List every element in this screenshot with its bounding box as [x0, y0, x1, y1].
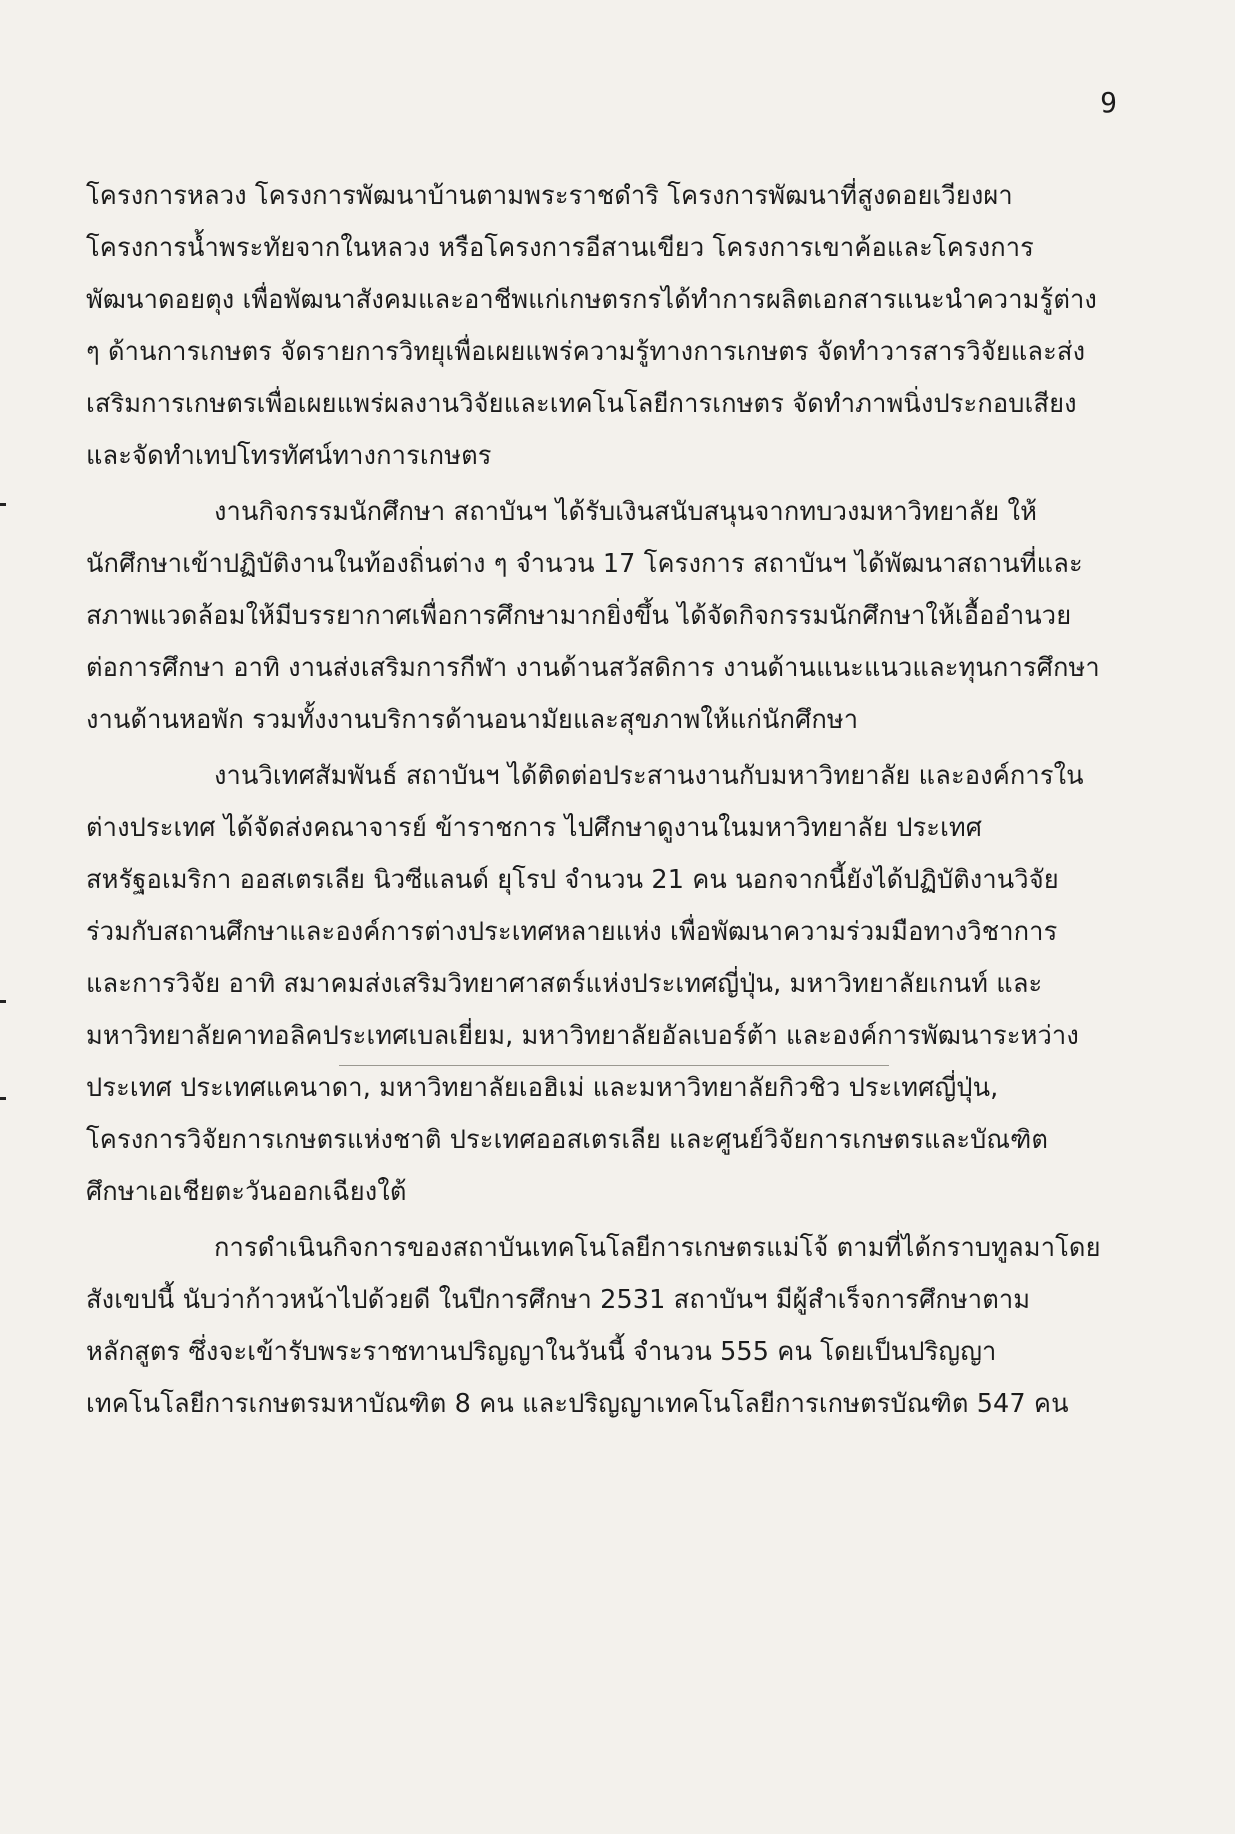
body-text — [86, 170, 1101, 1430]
paragraph-4-text: การดำเนินกิจการของสถาบันเทคโนโลยีการเกษตรแม่โจ้ ตามที่ได้กราบทูลมาโดยสังเขปนี้ นับว่าก้าวหน้าไปด้วยดี ในปีการศึกษา 2531 สถาบันฯ มีผู้สำเร็จการศึกษาตามหลักสูตร ซึ่งจะเข้ารับพระราชทานปริญญาในวันนี้ จำนวน 555 คน โดยเป็นปริญญาเทคโนโลยีการเกษตรมหาบัณฑิต 8 คน และปริญญาเทคโนโลยีการเกษตรบัณฑิต 547 คน — [86, 1233, 1101, 1419]
left-edge-mark — [0, 1000, 6, 1003]
paragraph-4 — [86, 1222, 1101, 1430]
left-edge-mark — [0, 503, 6, 506]
paragraph-3 — [86, 750, 1101, 1218]
underline-mark — [339, 1065, 889, 1066]
paragraph-3-text: งานวิเทศสัมพันธ์ สถาบันฯ ได้ติดต่อประสานงานกับมหาวิทยาลัย และองค์การในต่างประเทศ ได้จัดส่งคณาจารย์ ข้าราชการ ไปศึกษาดูงานในมหาวิทยาลัย ประเทศสหรัฐอเมริกา ออสเตรเลีย นิวซีแลนด์ ยุโรป จำนวน 21 คน นอกจากนี้ยังได้ปฏิบัติงานวิจัยร่วมกับสถานศึกษาและองค์การต่างประเทศหลายแห่ง เพื่อพัฒนาความร่วมมือทางวิชาการและการวิจัย อาทิ สมาคมส่งเสริมวิทยาศาสตร์แห่งประเทศญี่ปุ่น, มหาวิทยาลัยเกนท์ และมหาวิทยาลัยคาทอลิคประเทศเบลเยี่ยม, มหาวิทยาลัยอัลเบอร์ต้า และองค์การพัฒนาระหว่างประเทศ ประเทศแคนาดา, มหาวิทยาลัยเอฮิเม่ และมหาวิทยาลัยกิวชิว ประเทศญี่ปุ่น, โครงการวิจัยการเกษตรแห่งชาติ ประเทศออสเตรเลีย และศูนย์วิจัยการเกษตรและบัณฑิตศึกษาเอเชียตะวันออกเฉียงใต้ — [86, 761, 1084, 1207]
paragraph-2-text: งานกิจกรรมนักศึกษา สถาบันฯ ได้รับเงินสนับสนุนจากทบวงมหาวิทยาลัย ให้นักศึกษาเข้าปฏิบัติงานในท้องถิ่นต่าง ๆ จำนวน 17 โครงการ สถาบันฯ ได้พัฒนาสถานที่และสภาพแวดล้อมให้มีบรรยากาศเพื่อการศึกษามากยิ่งขึ้น ได้จัดกิจกรรมนักศึกษาให้เอื้ออำนวยต่อการศึกษา อาทิ งานส่งเสริมการกีฬา งานด้านสวัสดิการ งานด้านแนะแนวและทุนการศึกษา งานด้านหอพัก รวมทั้งงานบริการด้านอนามัยและสุขภาพให้แก่นักศึกษา — [86, 497, 1100, 735]
left-edge-mark — [0, 1097, 6, 1100]
page-number: 9 — [1100, 86, 1117, 119]
paragraph-2 — [86, 486, 1101, 746]
paragraph-1 — [86, 170, 1101, 482]
paragraph-1-text: โครงการหลวง โครงการพัฒนาบ้านตามพระราชดำริ โครงการพัฒนาที่สูงดอยเวียงผา โครงการน้ำพระทัยจากในหลวง หรือโครงการอีสานเขียว โครงการเขาค้อและโครงการพัฒนาดอยตุง เพื่อพัฒนาสังคมและอาชีพแก่เกษตรกรได้ทำการผลิตเอกสารแนะนำความรู้ต่าง ๆ ด้านการเกษตร จัดรายการวิทยุเพื่อเผยแพร่ความรู้ทางการเกษตร จัดทำวารสารวิจัยและส่งเสริมการเกษตรเพื่อเผยแพร่ผลงานวิจัยและเทคโนโลยีการเกษตร จัดทำภาพนิ่งประกอบเสียงและจัดทำเทปโทรทัศน์ทางการเกษตร — [86, 181, 1097, 471]
